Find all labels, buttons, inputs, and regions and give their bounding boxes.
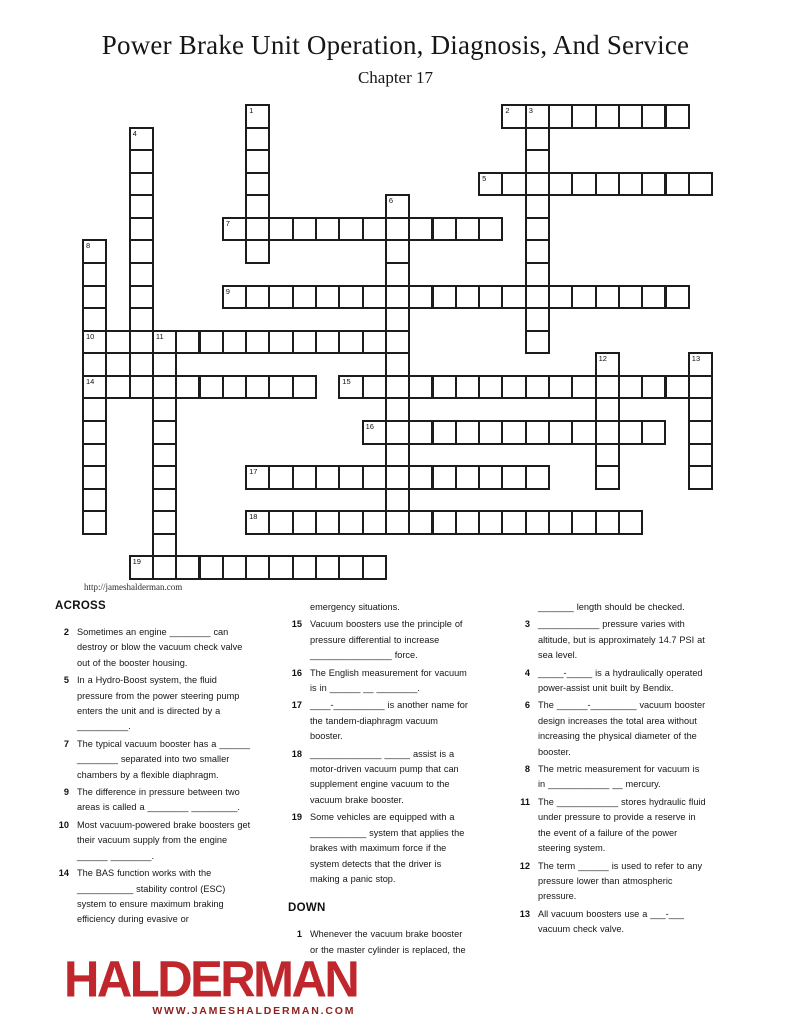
grid-cell[interactable] [432, 420, 457, 445]
down-clues-header: DOWN [288, 902, 326, 915]
grid-cell[interactable] [268, 510, 293, 535]
grid-cell[interactable] [432, 285, 457, 310]
clue-text: The difference in pressure between two areas is called a ________ _________. [77, 787, 240, 813]
page-title: Power Brake Unit Operation, Diagnosis, And Service [101, 30, 690, 60]
clue-continuation [288, 600, 472, 615]
grid-cell[interactable] [268, 330, 293, 355]
cell-number: 13 [691, 354, 701, 364]
grid-cell[interactable] [268, 375, 293, 400]
clue-number: 7 [63, 738, 69, 749]
grid-cell[interactable] [525, 104, 550, 129]
clue-number: 12 [519, 860, 530, 871]
clue-item-4 [516, 666, 706, 697]
grid-cell[interactable] [362, 555, 387, 580]
clue-text: ______________ _____ assist is a motor-driven vacuum pump that can supplement engine vacuum to the vacuum brake booster. [310, 748, 459, 805]
clue-number: 11 [520, 796, 530, 807]
grid-cell[interactable] [245, 149, 270, 174]
grid-cell[interactable] [665, 172, 690, 197]
grid-cell[interactable] [525, 194, 550, 219]
cell-number: 1 [249, 106, 254, 115]
grid-cell[interactable] [408, 510, 433, 535]
grid-cell[interactable] [501, 172, 526, 197]
grid-cell[interactable] [385, 420, 410, 445]
clue-number [516, 600, 530, 615]
grid-cell[interactable] [501, 285, 526, 310]
grid-cell[interactable] [245, 330, 270, 355]
grid-cell[interactable] [385, 239, 410, 264]
grid-cell[interactable] [385, 443, 410, 468]
grid-cell[interactable] [105, 330, 130, 355]
grid-cell[interactable] [501, 465, 526, 490]
clue-number [288, 600, 302, 615]
clue-text: The metric measurement for vacuum is in ____________ __ mercury. [538, 764, 700, 790]
clue-number: 17 [291, 700, 302, 711]
grid-cell[interactable] [82, 443, 107, 468]
grid-cell[interactable] [548, 420, 573, 445]
grid-cell[interactable] [268, 465, 293, 490]
grid-cell[interactable] [525, 307, 550, 332]
grid-cell[interactable] [82, 465, 107, 490]
grid-cell[interactable] [525, 127, 550, 152]
clue-text: Whenever the vacuum brake booster or the master cylinder is replaced, the [310, 929, 466, 955]
grid-cell[interactable] [222, 217, 247, 242]
clue-item-16 [288, 666, 472, 697]
grid-cell[interactable] [362, 285, 387, 310]
cell-number: 11 [155, 331, 164, 341]
chapter-subtitle: Chapter 17 [357, 68, 434, 87]
grid-cell[interactable] [618, 172, 643, 197]
grid-cell[interactable] [525, 285, 550, 310]
grid-cell[interactable] [105, 375, 130, 400]
clue-number: 10 [58, 819, 69, 830]
cell-number: 5 [482, 173, 487, 183]
grid-cell[interactable] [432, 465, 457, 490]
grid-cell[interactable] [385, 510, 410, 535]
clue-item-14 [55, 866, 251, 928]
clue-number: 8 [524, 764, 530, 775]
grid-cell[interactable] [455, 510, 480, 535]
grid-cell[interactable] [455, 217, 480, 242]
clue-continuation [516, 600, 706, 615]
clue-number: 3 [524, 619, 530, 630]
grid-cell[interactable] [618, 510, 643, 535]
clue-column-1 [55, 600, 251, 930]
grid-cell[interactable] [152, 465, 177, 490]
clue-item-8 [516, 762, 706, 793]
grid-cell[interactable] [152, 510, 177, 535]
grid-cell[interactable] [455, 420, 480, 445]
clue-item-10 [55, 818, 251, 864]
grid-cell[interactable] [362, 420, 387, 445]
grid-cell[interactable] [595, 465, 620, 490]
clue-text: Sometimes an engine ________ can destroy or blow the vacuum check valve out of the booster housing. [77, 627, 243, 668]
grid-cell[interactable] [152, 375, 177, 400]
source-url-link[interactable]: http://jameshalderman.com [84, 582, 183, 592]
grid-cell[interactable] [245, 239, 270, 264]
clue-text: The English measurement for vacuum is in ______ __ ________. [310, 667, 467, 694]
grid-cell[interactable] [338, 465, 363, 490]
grid-cell[interactable] [688, 420, 713, 445]
grid-cell[interactable] [688, 397, 713, 422]
grid-cell[interactable] [478, 465, 503, 490]
grid-cell[interactable] [245, 127, 270, 152]
clue-text: ____-__________ is another name for the tandem-diaphragm vacuum booster. [310, 700, 468, 742]
grid-cell[interactable] [82, 510, 107, 535]
grid-cell[interactable] [245, 555, 270, 580]
cell-number: 19 [132, 557, 141, 567]
grid-cell[interactable] [129, 149, 154, 174]
grid-cell[interactable] [82, 352, 107, 377]
grid-cell[interactable] [268, 217, 293, 242]
grid-cell[interactable] [175, 375, 200, 400]
cell-number: 2 [505, 106, 510, 115]
grid-cell[interactable] [315, 555, 340, 580]
clue-number: 4 [524, 667, 530, 678]
grid-cell[interactable] [501, 104, 526, 129]
grid-cell[interactable] [665, 104, 690, 129]
grid-cell[interactable] [338, 285, 363, 310]
grid-cell[interactable] [245, 465, 270, 490]
grid-cell[interactable] [315, 217, 340, 242]
grid-cell[interactable] [292, 217, 317, 242]
grid-cell[interactable] [129, 285, 154, 310]
grid-cell[interactable] [385, 307, 410, 332]
grid-cell[interactable] [641, 104, 666, 129]
grid-cell[interactable] [595, 104, 620, 129]
grid-cell[interactable] [338, 555, 363, 580]
grid-cell[interactable] [455, 465, 480, 490]
grid-cell[interactable] [292, 510, 317, 535]
grid-cell[interactable] [129, 127, 154, 152]
grid-cell[interactable] [595, 172, 620, 197]
clue-text: _____-_____ is a hydraulically operated power-assist unit built by Bendix. [538, 667, 703, 694]
grid-cell[interactable] [82, 397, 107, 422]
grid-cell[interactable] [82, 262, 107, 287]
grid-cell[interactable] [408, 375, 433, 400]
grid-cell[interactable] [501, 375, 526, 400]
grid-cell[interactable] [571, 172, 596, 197]
grid-cell[interactable] [292, 375, 317, 400]
grid-cell[interactable] [385, 375, 410, 400]
clue-number: 16 [291, 667, 302, 678]
grid-cell[interactable] [571, 510, 596, 535]
grid-cell[interactable] [129, 217, 154, 242]
grid-cell[interactable] [338, 330, 363, 355]
clue-item-19 [288, 810, 472, 887]
grid-cell[interactable] [478, 420, 503, 445]
clue-text: The ____________ stores hydraulic fluid under pressure to provide a reserve in the event of a failure of the power steering system. [538, 796, 706, 854]
clue-item-12 [516, 859, 706, 905]
grid-cell[interactable] [385, 465, 410, 490]
grid-cell[interactable] [595, 375, 620, 400]
grid-cell[interactable] [385, 330, 410, 355]
grid-cell[interactable] [525, 239, 550, 264]
cell-number: 16 [365, 421, 374, 431]
grid-cell[interactable] [315, 510, 340, 535]
cell-number: 6 [388, 196, 394, 206]
grid-cell[interactable] [152, 443, 177, 468]
clue-number: 9 [63, 787, 69, 798]
grid-cell[interactable] [408, 420, 433, 445]
grid-cell[interactable] [571, 285, 596, 310]
grid-cell[interactable] [152, 352, 177, 377]
grid-cell[interactable] [408, 465, 433, 490]
clue-item-6 [516, 698, 706, 760]
cell-number: 7 [225, 218, 230, 228]
grid-cell[interactable] [82, 375, 107, 400]
grid-cell[interactable] [385, 285, 410, 310]
grid-cell[interactable] [455, 285, 480, 310]
grid-cell[interactable] [688, 443, 713, 468]
grid-cell[interactable] [129, 239, 154, 264]
halderman-logo [64, 951, 358, 1017]
grid-cell[interactable] [618, 375, 643, 400]
grid-cell[interactable] [152, 420, 177, 445]
grid-cell[interactable] [362, 375, 387, 400]
grid-cell[interactable] [595, 285, 620, 310]
grid-cell[interactable] [408, 285, 433, 310]
grid-cell[interactable] [618, 285, 643, 310]
grid-cell[interactable] [315, 285, 340, 310]
grid-cell[interactable] [199, 330, 224, 355]
grid-cell[interactable] [688, 465, 713, 490]
grid-cell[interactable] [338, 375, 363, 400]
grid-cell[interactable] [571, 375, 596, 400]
clue-number: 13 [519, 908, 530, 919]
clue-column-2 [288, 600, 472, 960]
grid-cell[interactable] [595, 397, 620, 422]
grid-cell[interactable] [129, 375, 154, 400]
cell-number: 17 [249, 467, 258, 477]
clue-item-5 [55, 673, 251, 735]
grid-cell[interactable] [478, 285, 503, 310]
clue-text: Some vehicles are equipped with a ___________ system that applies the brakes with maximum force if the system detects that the driver is making a panic stop. [310, 812, 465, 884]
grid-cell[interactable] [245, 285, 270, 310]
clue-number: 15 [291, 619, 302, 630]
grid-cell[interactable] [82, 330, 107, 355]
grid-cell[interactable] [222, 330, 247, 355]
grid-cell[interactable] [385, 488, 410, 513]
clue-item-9 [55, 785, 251, 816]
grid-cell[interactable] [641, 285, 666, 310]
grid-cell[interactable] [222, 555, 247, 580]
grid-cell[interactable] [199, 555, 224, 580]
grid-cell[interactable] [152, 533, 177, 558]
clue-text: _______ length should be checked. [538, 602, 685, 612]
cell-number: 10 [86, 331, 95, 341]
clue-number: 2 [63, 627, 69, 637]
grid-cell[interactable] [82, 239, 107, 264]
grid-cell[interactable] [245, 510, 270, 535]
grid-cell[interactable] [199, 375, 224, 400]
clue-number: 5 [63, 675, 69, 686]
grid-cell[interactable] [292, 555, 317, 580]
grid-cell[interactable] [548, 285, 573, 310]
clue-text: In a Hydro-Boost system, the fluid pressure from the power steering pump enters the unit and is directed by a __________. [77, 675, 240, 732]
grid-cell[interactable] [338, 510, 363, 535]
grid-cell[interactable] [688, 172, 713, 197]
grid-cell[interactable] [595, 420, 620, 445]
grid-cell[interactable] [525, 149, 550, 174]
grid-cell[interactable] [245, 375, 270, 400]
grid-cell[interactable] [525, 217, 550, 242]
clue-text: The BAS function works with the ___________ stability control (ESC) system to ensure maximum braking efficiency during evasive or [77, 868, 226, 925]
logo-wordmark: HALDERMAN [64, 951, 358, 1008]
across-clues-header: ACROSS [55, 600, 107, 612]
grid-cell[interactable] [175, 555, 200, 580]
grid-cell[interactable] [82, 488, 107, 513]
grid-cell[interactable] [362, 465, 387, 490]
grid-cell[interactable] [385, 352, 410, 377]
grid-cell[interactable] [152, 397, 177, 422]
grid-cell[interactable] [525, 465, 550, 490]
grid-cell[interactable] [129, 330, 154, 355]
grid-cell[interactable] [222, 375, 247, 400]
grid-cell[interactable] [432, 510, 457, 535]
grid-cell[interactable] [292, 330, 317, 355]
grid-cell[interactable] [152, 555, 177, 580]
grid-cell[interactable] [478, 510, 503, 535]
grid-cell[interactable] [432, 217, 457, 242]
grid-cell[interactable] [385, 397, 410, 422]
grid-cell[interactable] [385, 194, 410, 219]
cell-number: 4 [132, 128, 137, 138]
grid-cell[interactable] [129, 194, 154, 219]
grid-cell[interactable] [665, 375, 690, 400]
grid-cell[interactable] [478, 375, 503, 400]
clue-column-3 [516, 600, 706, 940]
grid-cell[interactable] [338, 217, 363, 242]
grid-cell[interactable] [595, 352, 620, 377]
cell-number: 14 [86, 376, 95, 386]
cell-number: 9 [225, 286, 230, 296]
grid-cell[interactable] [432, 375, 457, 400]
clue-item-7 [55, 737, 251, 783]
grid-cell[interactable] [571, 104, 596, 129]
grid-cell[interactable] [315, 465, 340, 490]
grid-cell[interactable] [245, 104, 270, 129]
grid-cell[interactable] [129, 352, 154, 377]
clue-number: 6 [524, 700, 530, 711]
clue-item-13 [516, 907, 706, 938]
clue-number: 18 [291, 748, 302, 759]
cell-number: 3 [528, 106, 533, 115]
cell-number: 15 [342, 376, 351, 386]
grid-cell[interactable] [548, 104, 573, 129]
grid-cell[interactable] [129, 555, 154, 580]
clue-text: The ______-_________ vacuum booster design increases the total area without increasing the physical diameter of the booster. [538, 700, 706, 757]
clue-number: 1 [296, 929, 302, 940]
grid-cell[interactable] [268, 285, 293, 310]
grid-cell[interactable] [548, 172, 573, 197]
grid-cell[interactable] [618, 420, 643, 445]
grid-cell[interactable] [245, 172, 270, 197]
grid-cell[interactable] [478, 172, 503, 197]
grid-cell[interactable] [478, 217, 503, 242]
grid-cell[interactable] [525, 262, 550, 287]
grid-cell[interactable] [501, 510, 526, 535]
grid-cell[interactable] [525, 420, 550, 445]
grid-cell[interactable] [665, 285, 690, 310]
clue-item-18 [288, 747, 472, 809]
clue-item-15 [288, 617, 472, 663]
grid-cell[interactable] [548, 510, 573, 535]
grid-cell[interactable] [268, 555, 293, 580]
grid-cell[interactable] [385, 217, 410, 242]
grid-cell[interactable] [292, 465, 317, 490]
grid-cell[interactable] [82, 420, 107, 445]
clues-section [0, 600, 791, 960]
clue-number: 14 [58, 868, 69, 879]
clue-item-2 [55, 625, 251, 671]
clue-text: All vacuum boosters use a ___-___ vacuum check valve. [538, 908, 685, 935]
clue-text: ____________ pressure varies with altitude, but is approximately 14.7 PSI at sea level. [538, 619, 705, 661]
grid-cell[interactable] [525, 172, 550, 197]
grid-cell[interactable] [688, 375, 713, 400]
grid-cell[interactable] [292, 285, 317, 310]
clue-text: The typical vacuum booster has a ______ ________ separated into two smaller chambers by a flexible diaphragm. [77, 738, 250, 780]
grid-cell[interactable] [618, 104, 643, 129]
grid-cell[interactable] [525, 510, 550, 535]
grid-cell[interactable] [129, 307, 154, 332]
cell-number: 8 [86, 241, 91, 251]
grid-cell[interactable] [362, 510, 387, 535]
clue-text: Vacuum boosters use the principle of pressure differential to increase ________________ force. [310, 619, 463, 661]
grid-cell[interactable] [315, 330, 340, 355]
grid-cell[interactable] [152, 330, 177, 355]
grid-cell[interactable] [641, 172, 666, 197]
grid-cell[interactable] [222, 285, 247, 310]
grid-cell[interactable] [688, 352, 713, 377]
grid-cell[interactable] [245, 217, 270, 242]
clue-number: 19 [291, 812, 302, 823]
grid-cell[interactable] [362, 330, 387, 355]
grid-cell[interactable] [501, 420, 526, 445]
grid-cell[interactable] [82, 285, 107, 310]
cell-number: 12 [598, 354, 607, 364]
clue-item-11 [516, 795, 706, 857]
grid-cell[interactable] [82, 307, 107, 332]
logo-website-link[interactable]: WWW.JAMESHALDERMAN.COM [152, 1005, 356, 1017]
clue-item-17 [288, 698, 472, 744]
grid-cell[interactable] [129, 172, 154, 197]
clue-text: emergency situations. [310, 602, 400, 612]
grid-cell[interactable] [455, 375, 480, 400]
grid-cell[interactable] [595, 510, 620, 535]
clue-text: Most vacuum-powered brake boosters get their vacuum supply from the engine ______ ________. [77, 819, 251, 861]
grid-cell[interactable] [408, 217, 433, 242]
grid-cell[interactable] [641, 420, 666, 445]
clue-item-3 [516, 617, 706, 663]
grid-cell[interactable] [525, 375, 550, 400]
grid-cell[interactable] [548, 375, 573, 400]
grid-cell[interactable] [245, 194, 270, 219]
grid-cell[interactable] [362, 217, 387, 242]
grid-cell[interactable] [641, 375, 666, 400]
clue-text: The term ______ is used to refer to any pressure lower than atmospheric pressure. [538, 860, 703, 902]
grid-cell[interactable] [385, 262, 410, 287]
grid-cell[interactable] [175, 330, 200, 355]
grid-cell[interactable] [152, 488, 177, 513]
grid-cell[interactable] [129, 262, 154, 287]
grid-cell[interactable] [595, 443, 620, 468]
cell-number: 18 [249, 512, 258, 522]
grid-cell[interactable] [525, 330, 550, 355]
grid-cell[interactable] [571, 420, 596, 445]
